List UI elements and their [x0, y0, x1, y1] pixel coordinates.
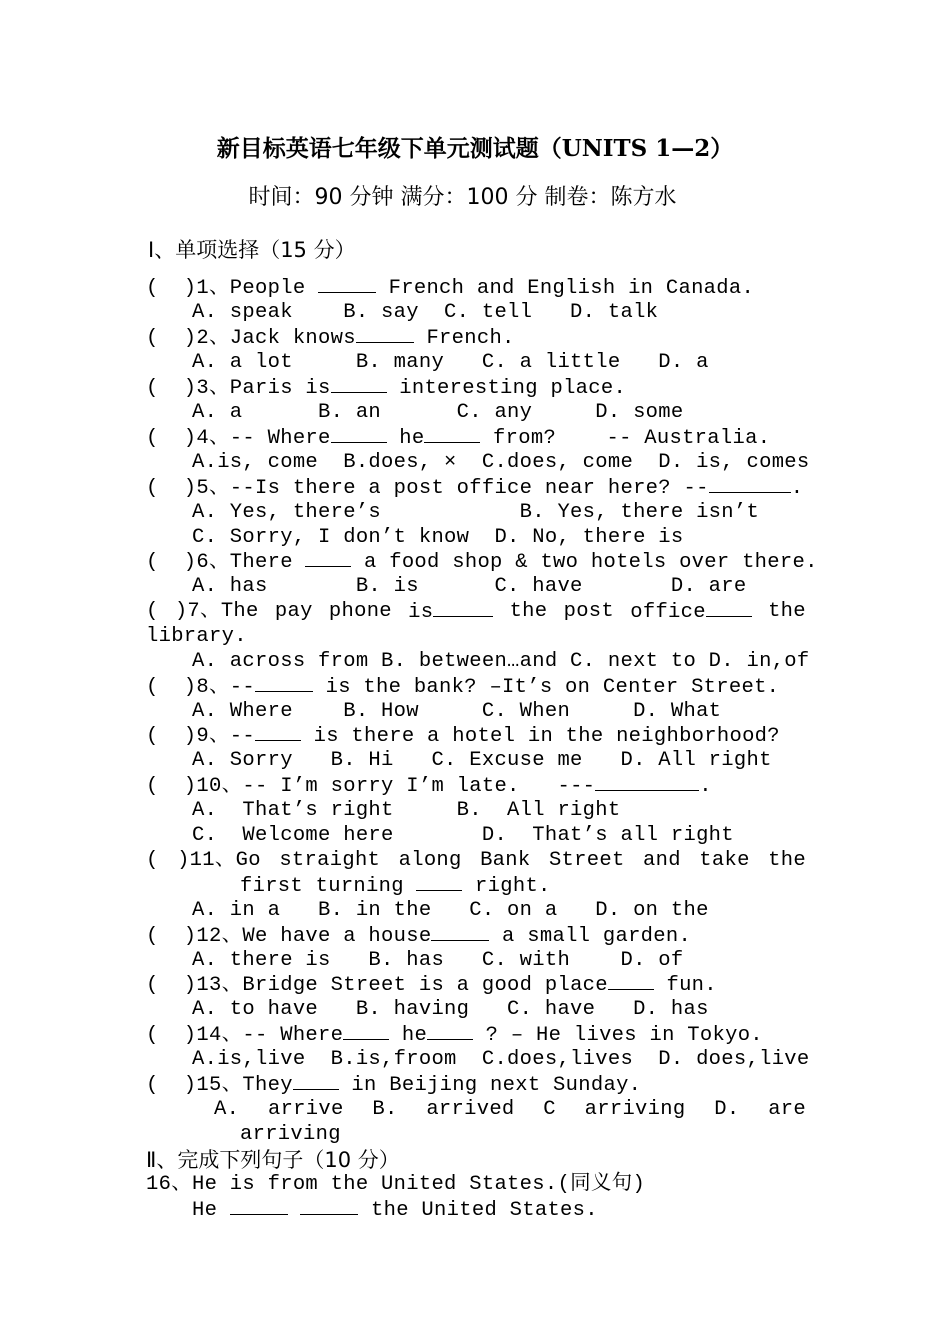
question-10: ( )10、-- I’m sorry I’m late. --- .: [146, 775, 712, 798]
question-8: ( )8、-- is the bank? –It’s on Center Street.: [146, 676, 780, 699]
answer-blank[interactable]: [608, 972, 654, 990]
question-5-options: C. Sorry, I don’t know D. No, there is: [192, 526, 684, 549]
question-7-options: A. across from B. between…and C. next to D. in,of: [192, 650, 810, 673]
question-9: ( )9、-- is there a hotel in the neighborhood?: [146, 725, 780, 748]
exam-info: 时间：90 分钟 满分：100 分 制卷：陈方水: [248, 185, 677, 210]
question-10-options: C. Welcome here D. That’s all right: [192, 824, 734, 847]
question-5: ( )5、--Is there a post office near here? -- .: [146, 477, 804, 500]
answer-blank[interactable]: [424, 425, 480, 443]
question-3: ( )3、Paris is interesting place.: [146, 377, 627, 400]
answer-blank[interactable]: [331, 375, 387, 393]
question-8-options: A. Where B. How C. When D. What: [192, 700, 722, 723]
question-3-options: A. a B. an C. any D. some: [192, 401, 684, 424]
answer-blank[interactable]: [433, 599, 493, 617]
question-14-options: A.is,live B.is,froom C.does,lives D. does,live: [192, 1048, 810, 1071]
question-7-continued: library.: [146, 625, 247, 648]
answer-blank[interactable]: [595, 773, 699, 791]
answer-blank[interactable]: [706, 599, 752, 617]
question-13-options: A. to have B. having C. have D. has: [192, 998, 709, 1021]
question-4-options: A.is, come B.does, × C.does, come D. is, comes: [192, 451, 810, 474]
answer-blank[interactable]: [356, 325, 414, 343]
question-15-options: A. arrive B. arrived C arriving D. are: [214, 1098, 806, 1121]
question-12-options: A. there is B. has C. with D. of: [192, 949, 684, 972]
section-heading: Ⅱ、完成下列句子（10 分）: [146, 1148, 400, 1172]
answer-blank[interactable]: [431, 923, 489, 941]
question-16: 16、He is from the United States.(同义句): [146, 1173, 646, 1196]
answer-blank[interactable]: [709, 475, 791, 493]
question-7: ( )7、The pay phone is the post office the: [146, 600, 806, 624]
answer-blank[interactable]: [230, 1197, 288, 1215]
answer-blank[interactable]: [416, 873, 462, 891]
question-1-options: A. speak B. say C. tell D. talk: [192, 301, 659, 324]
answer-blank[interactable]: [305, 549, 351, 567]
question-11: ( )11、Go straight along Bank Street and take the: [146, 849, 806, 872]
question-6: ( )6、There a food shop & two hotels over there.: [146, 551, 818, 574]
question-6-options: A. has B. is C. have D. are: [192, 575, 747, 598]
question-2-options: A. a lot B. many C. a little D. a: [192, 351, 709, 374]
answer-blank[interactable]: [300, 1197, 358, 1215]
question-2: ( )2、Jack knows French.: [146, 327, 515, 350]
question-16-answer: He the United States.: [192, 1199, 598, 1222]
answer-blank[interactable]: [255, 674, 313, 692]
question-1: ( )1、People French and English in Canada.: [146, 277, 755, 300]
question-10-options: A. That’s right B. All right: [192, 799, 621, 822]
page-title: 新目标英语七年级下单元测试题（UNITS 1—2）: [216, 135, 734, 162]
question-11-continued: first turning right.: [240, 875, 551, 898]
answer-blank[interactable]: [427, 1022, 473, 1040]
question-15: ( )15、They in Beijing next Sunday.: [146, 1074, 642, 1097]
question-14: ( )14、-- Where he ? – He lives in Tokyo.: [146, 1024, 763, 1047]
answer-blank[interactable]: [255, 723, 301, 741]
question-4: ( )4、-- Where he from? -- Australia.: [146, 427, 771, 450]
question-12: ( )12、We have a house a small garden.: [146, 925, 692, 948]
answer-blank[interactable]: [318, 275, 376, 293]
question-15-options-continued: arriving: [240, 1123, 341, 1146]
section-heading: Ⅰ、单项选择（15 分）: [148, 238, 356, 262]
answer-blank[interactable]: [293, 1072, 339, 1090]
question-9-options: A. Sorry B. Hi C. Excuse me D. All right: [192, 749, 772, 772]
question-5-options: A. Yes, there’s B. Yes, there isn’t: [192, 501, 760, 524]
answer-blank[interactable]: [331, 425, 387, 443]
answer-blank[interactable]: [343, 1022, 389, 1040]
question-11-options: A. in a B. in the C. on a D. on the: [192, 899, 709, 922]
question-13: ( )13、Bridge Street is a good place fun.: [146, 974, 717, 997]
